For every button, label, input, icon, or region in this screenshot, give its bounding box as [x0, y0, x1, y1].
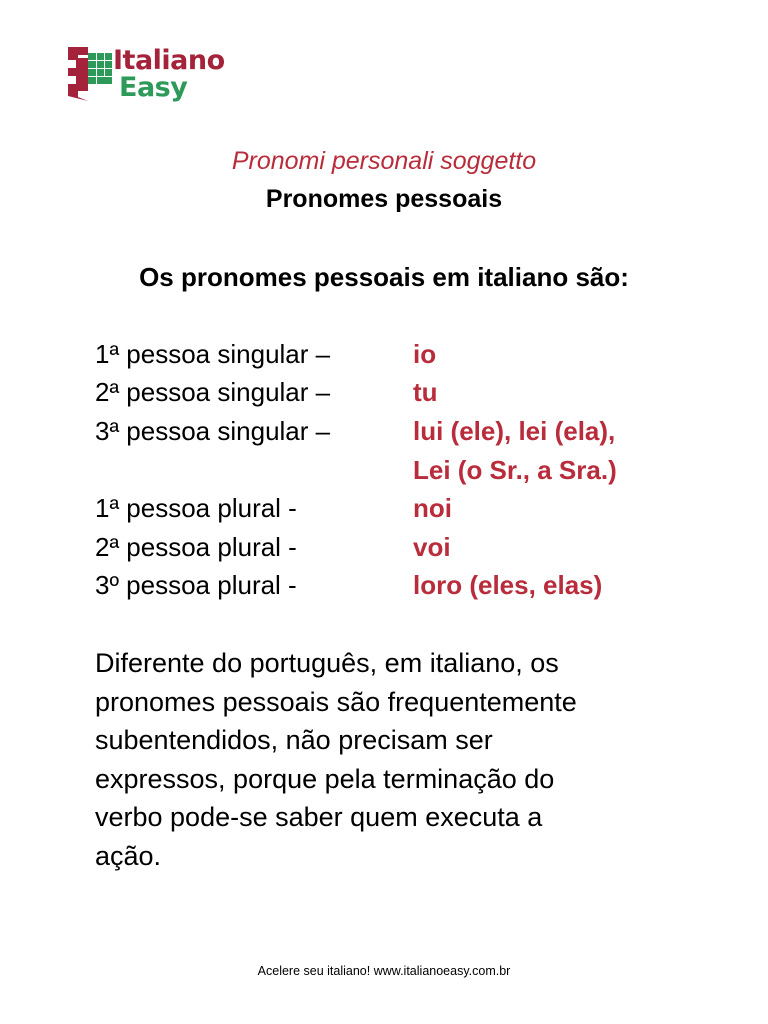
explanation-paragraph: [95, 644, 695, 875]
pronoun-label: 1ª pessoa plural -: [95, 493, 297, 523]
pronoun-value: tu: [413, 377, 438, 407]
pronoun-label: 3º pessoa plural -: [95, 570, 297, 600]
italiano-easy-logo-icon: [66, 44, 114, 102]
paragraph-line: pronomes pessoais são frequentemente: [95, 686, 577, 717]
paragraph-line: verbo pode-se saber quem executa a: [95, 802, 543, 832]
pronoun-value: lui (ele), lei (ela),: [413, 416, 616, 446]
footer-text: Acelere seu italiano! www.italianoeasy.com.br: [257, 964, 511, 978]
intro-heading: Os pronomes pessoais em italiano são:: [139, 262, 629, 292]
pronoun-label: 1ª pessoa singular –: [95, 339, 331, 369]
pronoun-value: Lei (o Sr., a Sra.): [413, 455, 617, 485]
pronoun-label: 2ª pessoa plural -: [95, 532, 297, 562]
title-italian: Pronomi personali soggetto: [231, 147, 537, 175]
pronoun-label: 3ª pessoa singular –: [95, 416, 331, 446]
pronoun-label: 2ª pessoa singular –: [95, 377, 331, 407]
paragraph-line: Diferente do português, em italiano, os: [95, 648, 559, 678]
paragraph-line: ação.: [95, 840, 162, 871]
pronoun-value: loro (eles, elas): [413, 570, 603, 600]
logo-text-italiano: Italiano: [113, 45, 225, 76]
logo: [66, 44, 226, 104]
pronoun-value: noi: [413, 493, 452, 523]
paragraph-line: subentendidos, não precisam ser: [95, 725, 493, 755]
title-portuguese: Pronomes pessoais: [265, 185, 503, 213]
pronoun-value: voi: [413, 532, 451, 562]
pronoun-value: io: [413, 339, 437, 369]
logo-text-easy: Easy: [119, 72, 188, 103]
paragraph-line: expressos, porque pela terminação do: [95, 763, 555, 794]
